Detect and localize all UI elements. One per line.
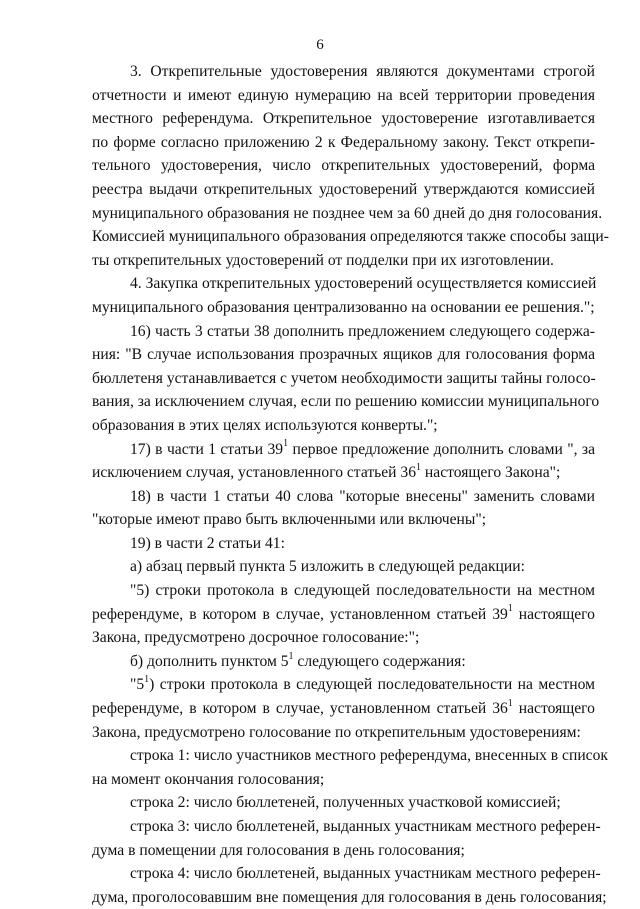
- text-line: 4. Закупка открепительных удостоверений осуществляется комиссией: [130, 275, 597, 293]
- text-segment: исключением случая, установленного статьей 36: [92, 464, 417, 482]
- text-line: строка 2: число бюллетеней, полученных участковой комиссией;: [130, 794, 561, 812]
- text-line: [92, 461, 595, 485]
- text-line: дума, проголосовавшим вне помещения для голосования в день голосования;: [92, 888, 607, 906]
- text-segment: б) дополнить пунктом 5: [130, 652, 289, 670]
- text-segment: следующего содержания:: [293, 652, 466, 670]
- text-line: местного референдума. Открепительное удостоверение изготавливается: [92, 110, 595, 128]
- text-line: строка 1: число участников местного референдума, внесенных в список: [130, 747, 608, 765]
- text-segment: референдуме, в котором в случае, установленном статьей 36: [92, 700, 508, 718]
- text-line: [92, 650, 595, 674]
- superscript: 1: [416, 461, 422, 473]
- text-line: Комиссией муниципального образования определяются также способы защи-: [92, 228, 609, 246]
- superscript: 1: [283, 438, 289, 450]
- text-segment: 17) в части 1 статьи 39: [130, 440, 284, 458]
- text-line: ния: "В случае использования прозрачных ящиков для голосования форма: [92, 346, 595, 364]
- text-line: ты открепительных удостоверений от подделки при их изготовлении.: [92, 251, 554, 269]
- text-segment: "5: [130, 676, 145, 694]
- text-line: 3. Открепительные удостоверения являются документами строгой: [130, 63, 595, 80]
- text-line: отчетности и имеют единую нумерацию на всей территории проведения: [92, 86, 595, 104]
- text-line: [92, 697, 595, 721]
- page-number: 6: [316, 37, 324, 53]
- text-segment: настоящего: [512, 700, 595, 718]
- text-line: "которые имеют право быть включенными или включены";: [92, 511, 487, 529]
- text-line: [92, 438, 595, 462]
- text-line: муниципального образования централизованно на основании ее решения.";: [92, 298, 595, 316]
- text-line: 16) часть 3 статьи 38 дополнить предложением следующего содержа-: [130, 322, 595, 340]
- text-line: дума в помещении для голосования в день голосования;: [92, 841, 465, 859]
- text-line: образования в этих целях используются конверты.";: [92, 416, 438, 434]
- document-body: [92, 60, 609, 909]
- text-line: по форме согласно приложению 2 к Федеральному закону. Текст открепи-: [92, 133, 595, 151]
- text-line: а) абзац первый пункта 5 изложить в следующей редакции:: [130, 558, 525, 576]
- text-segment: ) строки протокола в следующей последовательности на местном: [149, 676, 595, 694]
- text-segment: референдуме, в котором в случае, установленном статьей 39: [92, 605, 508, 623]
- text-line: [92, 603, 595, 627]
- text-line: на момент окончания голосования;: [92, 770, 325, 788]
- text-line: Закона, предусмотрено досрочное голосование:";: [92, 629, 420, 647]
- superscript: 1: [507, 603, 513, 615]
- text-line: 19) в части 2 статьи 41:: [130, 534, 285, 552]
- text-line: строка 3: число бюллетеней, выданных участникам местного референ-: [130, 818, 601, 835]
- text-line: 18) в части 1 статьи 40 слова "которые внесены" заменить словами: [130, 487, 595, 505]
- text-line: вания, за исключением случая, если по решению комиссии муниципального: [92, 393, 600, 411]
- superscript: 1: [144, 674, 150, 686]
- text-line: бюллетеня устанавливается с учетом необходимости защиты тайны голосо-: [92, 369, 596, 387]
- text-segment: настоящего Закона";: [421, 464, 561, 482]
- text-line: тельного удостоверения, число открепительных удостоверений, форма: [92, 157, 595, 175]
- text-segment: настоящего: [512, 605, 595, 623]
- superscript: 1: [288, 650, 294, 662]
- text-line: реестра выдачи открепительных удостоверений утверждаются комиссией: [92, 180, 595, 198]
- text-line: Закона, предусмотрено голосование по открепительным удостоверениям:: [92, 723, 581, 741]
- text-line: муниципального образования не позднее чем за 60 дней до дня голосования.: [92, 204, 603, 222]
- text-line: [92, 673, 595, 697]
- superscript: 1: [507, 697, 513, 709]
- text-segment: первое предложение дополнить словами ", за: [288, 440, 595, 458]
- text-line: "5) строки протокола в следующей последовательности на местном: [130, 582, 595, 600]
- text-line: строка 4: число бюллетеней, выданных участникам местного референ-: [130, 865, 601, 883]
